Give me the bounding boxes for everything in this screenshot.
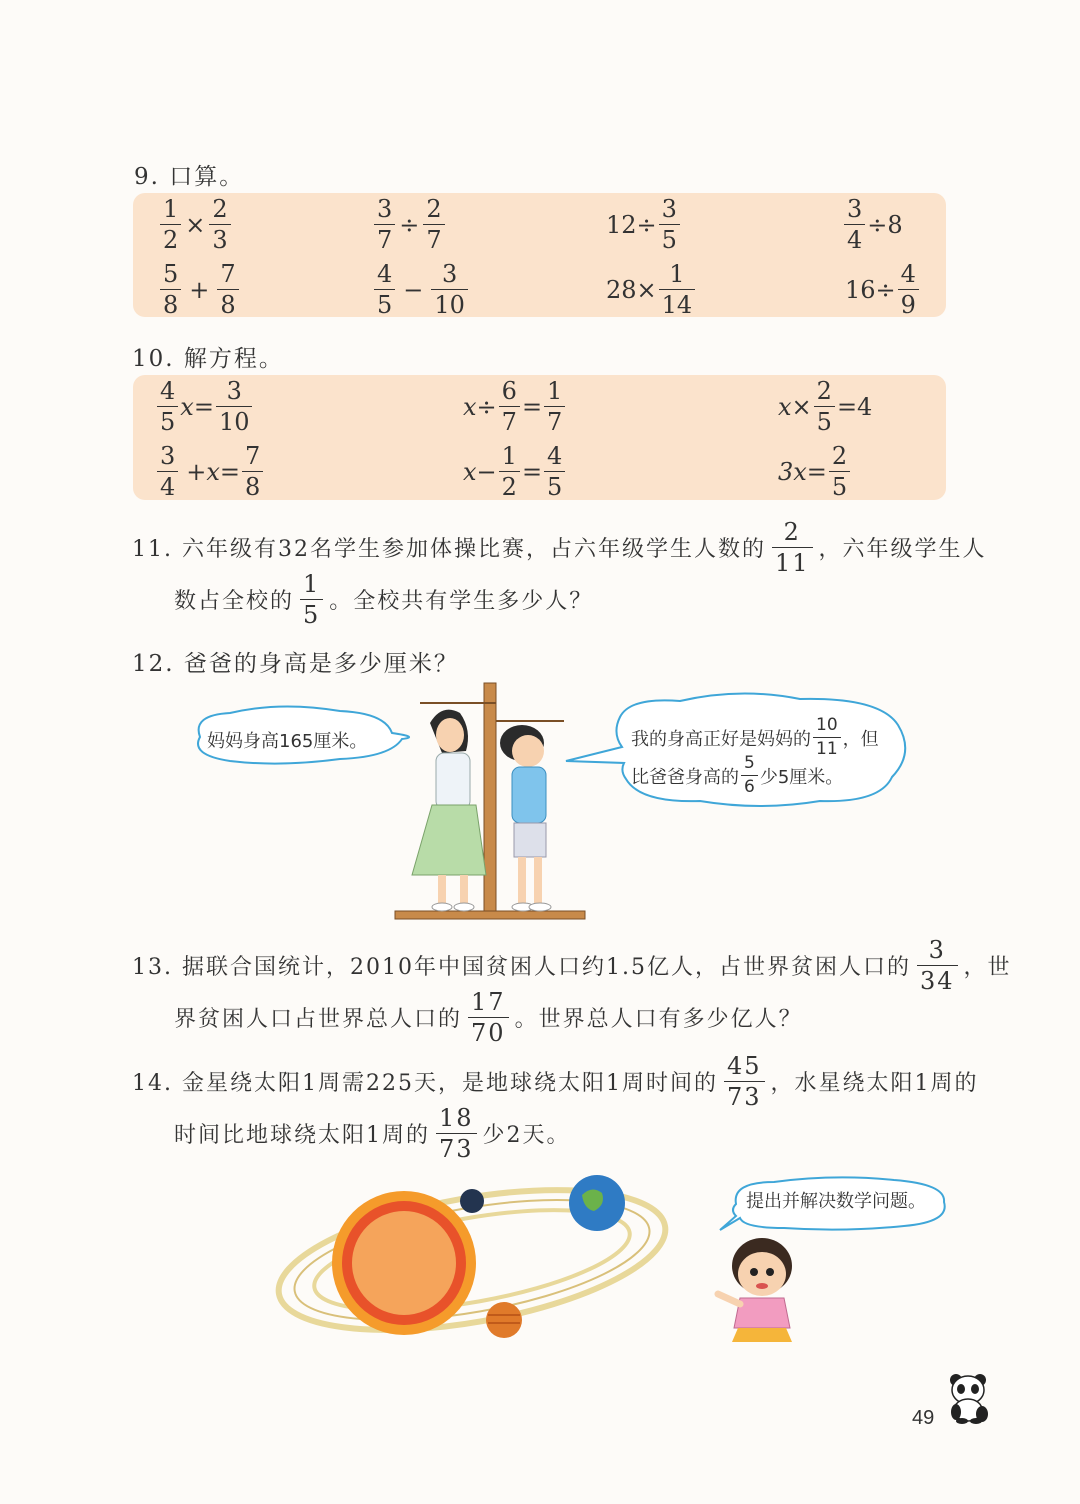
q10-title: 10. 解方程。 (132, 346, 284, 372)
kid-figure (500, 725, 551, 911)
mom-figure (412, 710, 486, 911)
q12-title: 12. 爸爸的身高是多少厘米？ (132, 651, 459, 677)
q9-expr-2: $\frac{3}{7}$ ÷ $\frac{2}{7}$ (372, 197, 447, 252)
q9-expr-7: 28× $\frac{1}{14}$ (606, 262, 697, 317)
q9-expr-1: $\frac{1}{2}$ × $\frac{2}{3}$ (158, 197, 233, 252)
q10-eq-5: x− $\frac{1}{2}$ = $\frac{4}{5}$ (463, 444, 567, 499)
mercury-icon (460, 1189, 484, 1213)
floor-plank (395, 911, 585, 919)
height-illustration (180, 675, 920, 925)
mom-bubble-text: 妈妈身高165厘米。 (207, 731, 368, 752)
earth-icon (569, 1175, 625, 1231)
q9-title: 9. 口算。 (134, 164, 245, 190)
q10-eq-6: 3x= $\frac{2}{5}$ (778, 444, 852, 499)
q9-expr-5: $\frac{5}{8}$ + $\frac{7}{8}$ (158, 262, 241, 317)
q13-line-1: 13. 据联合国统计，2010年中国贫困人口约1.5亿人，占世界贫困人口的 $\frac{3}{34}$ ，世 (132, 936, 1012, 995)
girl-bubble-text: 提出并解决数学问题。 (746, 1191, 926, 1212)
q14-line-2: 时间比地球绕太阳1周的 $\frac{18}{73}$ 少2天。 (174, 1104, 571, 1163)
page-number: 49 (912, 1407, 935, 1429)
kid-bubble-line-1: 我的身高正好是妈妈的 $\frac{10}{11}$ ，但 (631, 715, 879, 759)
kid-bubble-line-2: 比爸爸身高的 $\frac{5}{6}$ 少5厘米。 (631, 753, 844, 797)
q11-line-1: 11. 六年级有32名学生参加体操比赛，占六年级学生人数的 $\frac{2}{11}$ ，六年级学生人 (132, 518, 987, 577)
q9-expr-4: $\frac{3}{4}$ ÷8 (842, 197, 903, 252)
solar-system-illustration (272, 1165, 682, 1345)
girl-figure (718, 1238, 792, 1342)
q9-expr-3: 12÷ $\frac{3}{5}$ (606, 197, 682, 252)
q9-box (133, 193, 946, 317)
measuring-post (484, 683, 496, 913)
venus-icon (486, 1302, 522, 1338)
q14-line-1: 14. 金星绕太阳1周需225天，是地球绕太阳1周时间的 $\frac{45}{73}$ ，水星绕太阳1周的 (132, 1052, 979, 1111)
q13-line-2: 界贫困人口占世界总人口的 $\frac{17}{70}$ 。世界总人口有多少亿人？ (174, 988, 803, 1047)
q10-eq-3: x× $\frac{2}{5}$ =4 (778, 377, 873, 436)
q9-expr-8: 16÷ $\frac{4}{9}$ (845, 262, 921, 317)
q10-eq-1: $\frac{4}{5}$ x= $\frac{3}{10}$ (155, 379, 254, 434)
q11-line-2: 数占全校的 $\frac{1}{5}$ 。全校共有学生多少人？ (174, 570, 594, 629)
sun-icon (332, 1191, 476, 1335)
q9-expr-6: $\frac{4}{5}$ − $\frac{3}{10}$ (372, 262, 470, 317)
q10-eq-2: x÷ $\frac{6}{7}$ = $\frac{1}{7}$ (463, 379, 567, 434)
panda-icon (946, 1372, 994, 1424)
q10-eq-4: $\frac{3}{4}$ +x= $\frac{7}{8}$ (155, 444, 265, 499)
